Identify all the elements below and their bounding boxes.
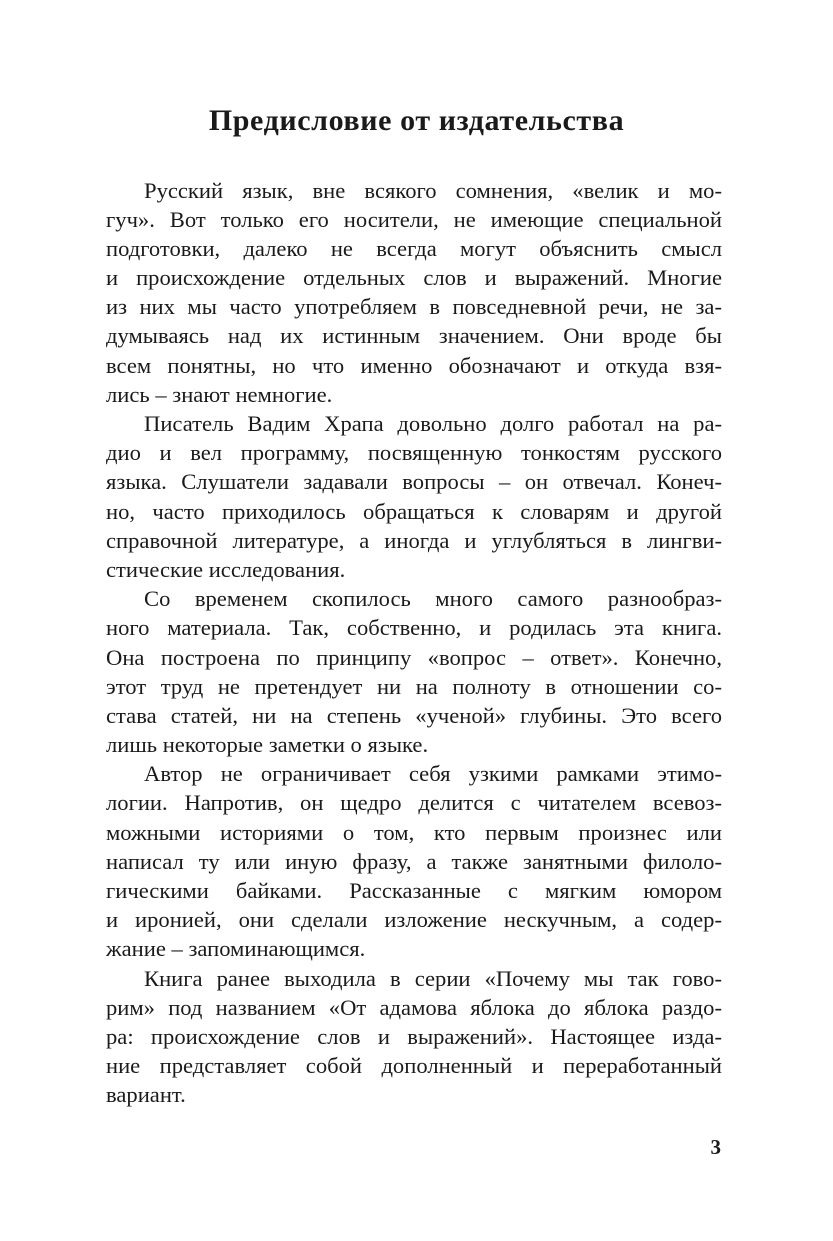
text-line: Со временем скопилось много самого разнообраз- — [144, 586, 722, 612]
text-line: Писатель Вадим Храпа довольно долго работал на ра- — [144, 411, 722, 437]
text-line: ние представляет собой дополненный и переработанный — [106, 1052, 722, 1078]
text-line: дио и вел программу, посвященную тонкостям русского — [106, 440, 722, 466]
text-line: става статей, ни на степень «ученой» глубины. Это всего — [106, 702, 722, 728]
text-line: Русский язык, вне всякого сомнения, «велик и мо- — [144, 178, 722, 203]
text-line: лишь некоторые заметки о языке. — [106, 731, 429, 757]
text-line: стические исследования. — [106, 556, 346, 582]
paragraph-4 — [106, 759, 722, 963]
text-line: ного материала. Так, собственно, и родилась эта книга. — [106, 615, 722, 641]
paragraph-3 — [106, 584, 722, 759]
preface-body — [106, 176, 722, 1109]
text-line: и иронией, они сделали изложение нескучным, а содер- — [106, 906, 722, 932]
text-line: Автор не ограничивает себя узкими рамками этимо- — [144, 761, 722, 787]
text-line: думываясь над их истинным значением. Они вроде бы — [106, 323, 722, 349]
text-line: этот труд не претендует ни на полноту в отношении со- — [106, 673, 722, 699]
text-line: из них мы часто употребляем в повседневной речи, не за- — [106, 294, 722, 320]
text-line: вариант. — [106, 1081, 186, 1107]
paragraph-5 — [106, 964, 722, 1109]
paragraph-1 — [106, 176, 722, 409]
text-line: жание – запоминающимся. — [106, 935, 366, 961]
text-line: можными историями о том, кто первым произнес или — [106, 819, 722, 845]
text-line: языка. Слушатели задавали вопросы – он отвечал. Конеч- — [106, 469, 722, 495]
text-line: подготовки, далеко не всегда могут объяснить смысл — [106, 236, 722, 262]
page-title: Предисловие от издательства — [208, 104, 625, 137]
text-line: всем понятны, но что именно обозначают и откуда взя- — [106, 352, 722, 378]
text-line: логии. Напротив, он щедро делится с читателем всевоз- — [106, 790, 722, 816]
text-line: и происхождение отдельных слов и выражений. Многие — [106, 265, 722, 291]
text-line: но, часто приходилось обращаться к словарям и другой — [106, 498, 722, 524]
page-number: 3 — [710, 1135, 721, 1159]
text-line: гическими байками. Рассказанные с мягким юмором — [106, 877, 722, 903]
text-line: гуч». Вот только его носители, не имеющие специальной — [106, 207, 722, 233]
text-line: рим» под названием «От адамова яблока до яблока раздо- — [106, 994, 722, 1020]
text-line: Книга ранее выходила в серии «Почему мы так гово- — [144, 965, 722, 991]
text-line: Она построена по принципу «вопрос – ответ». Конечно, — [106, 644, 722, 670]
text-line: ра: происхождение слов и выражений». Настоящее изда- — [106, 1023, 722, 1049]
text-line: написал ту или иную фразу, а также занятными филоло- — [106, 848, 722, 874]
text-line: лись – знают немногие. — [106, 381, 333, 407]
text-line: справочной литературе, а иногда и углубляться в лингви- — [106, 527, 722, 553]
paragraph-2 — [106, 409, 722, 584]
